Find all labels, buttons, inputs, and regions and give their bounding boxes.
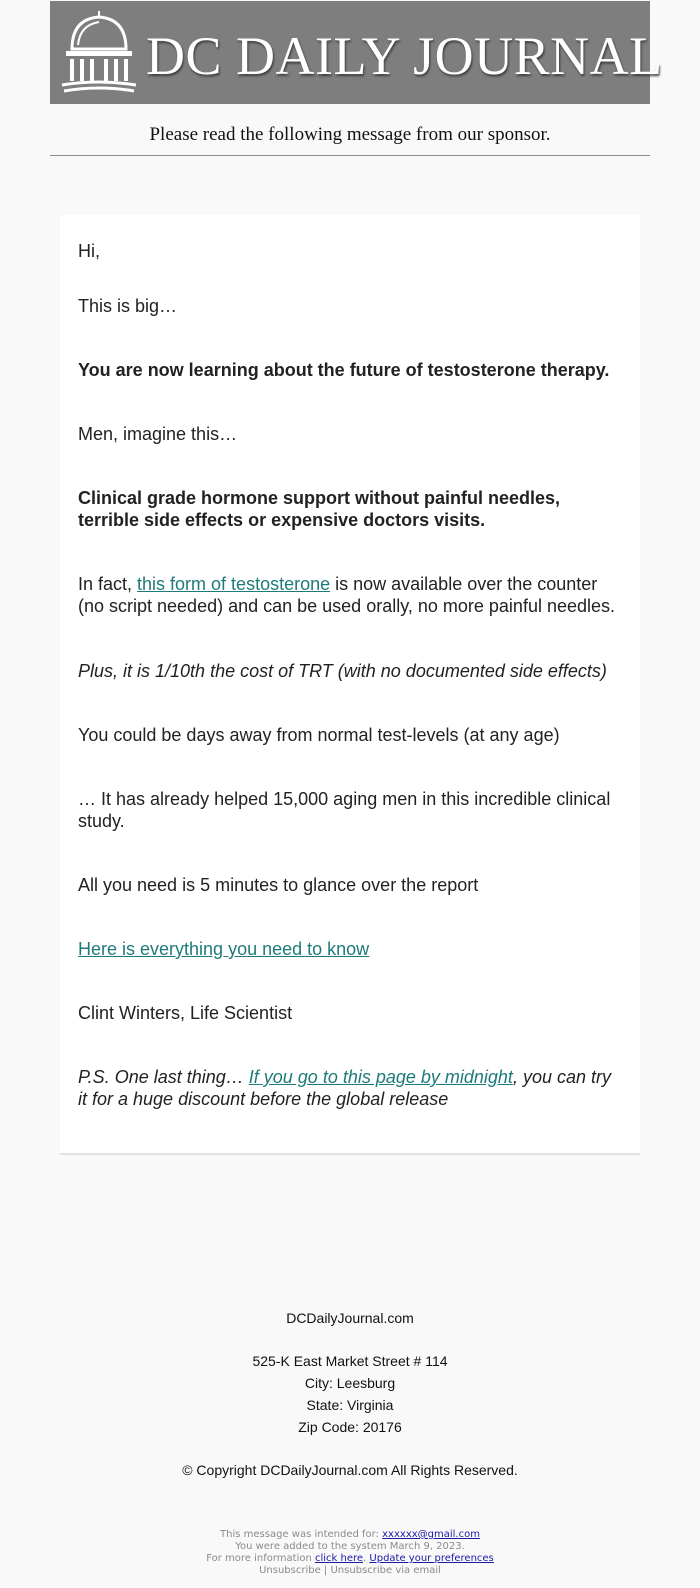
testosterone-form-link[interactable]: this form of testosterone [137, 574, 331, 594]
availability-paragraph [78, 573, 623, 617]
ps-prefix: P.S. One last thing… [78, 1067, 249, 1087]
ps-suffix: , you can try it for a huge discount before the global release [78, 1067, 611, 1109]
sponsor-notice: Please read the following message from our sponsor. [149, 124, 551, 145]
footer-copyright: © Copyright DCDailyJournal.com All Rights Reserved. [182, 1462, 518, 1478]
added-date-line: You were added to the system March 9, 2023. [235, 1541, 465, 1552]
footer-state: State: Virginia [306, 1397, 394, 1413]
header-banner [50, 1, 663, 104]
click-here-link[interactable]: click here [314, 1553, 364, 1564]
unsubscribe-divider: | [320, 1565, 331, 1576]
header-divider [50, 155, 650, 156]
cta-paragraph [78, 938, 623, 960]
footer-zip: Zip Code: 20176 [298, 1419, 402, 1435]
cta-link[interactable]: Here is everything you need to know [78, 939, 370, 959]
unsubscribe-email-link[interactable]: Unsubscribe via email [330, 1565, 441, 1576]
headline-text: You are now learning about the future of testosterone therapy. [78, 360, 610, 380]
availability-prefix: In fact, [78, 574, 138, 594]
unsubscribe-line [0, 1565, 700, 1577]
update-preferences-link[interactable]: Update your preferences [369, 1553, 494, 1564]
intro-text: This is big… [78, 296, 178, 316]
more-info-prefix: For more information [206, 1553, 315, 1564]
imagine-text: Men, imagine this… [78, 424, 238, 444]
ps-paragraph [78, 1066, 623, 1110]
footer-site: DCDailyJournal.com [286, 1310, 414, 1326]
signature-text: Clint Winters, Life Scientist [78, 1003, 293, 1023]
availability-suffix: is now available over the counter (no script needed) and can be used orally, no more painful needles. [78, 574, 616, 616]
site-title: DC DAILY JOURNAL [146, 26, 663, 86]
greeting-text: Hi, [78, 241, 100, 261]
midnight-offer-link[interactable]: If you go to this page by midnight [248, 1067, 513, 1087]
unsubscribe-link[interactable]: Unsubscribe [259, 1565, 321, 1576]
footer-city: City: Leesburg [304, 1375, 396, 1391]
message-card [60, 215, 640, 1155]
test-levels-text: You could be days away from normal test-levels (at any age) [78, 725, 560, 745]
recipient-email-link[interactable]: xxxxxx@gmail.com [382, 1529, 480, 1540]
capitol-dome-icon [60, 9, 138, 97]
cost-text: Plus, it is 1/10th the cost of TRT (with no documented side effects) [78, 661, 607, 681]
study-text: … It has already helped 15,000 aging men in this incredible clinical study. [78, 789, 611, 831]
intended-recipient-line [0, 1529, 700, 1541]
intended-prefix: This message was intended for: [220, 1529, 383, 1540]
benefit-text: Clinical grade hormone support without painful needles, terrible side effects or expensive doctors visits. [78, 488, 561, 530]
more-info-line [0, 1553, 700, 1565]
more-info-separator: . [363, 1553, 370, 1564]
footer-street: 525-K East Market Street # 114 [252, 1353, 448, 1369]
report-text: All you need is 5 minutes to glance over the report [78, 875, 479, 895]
